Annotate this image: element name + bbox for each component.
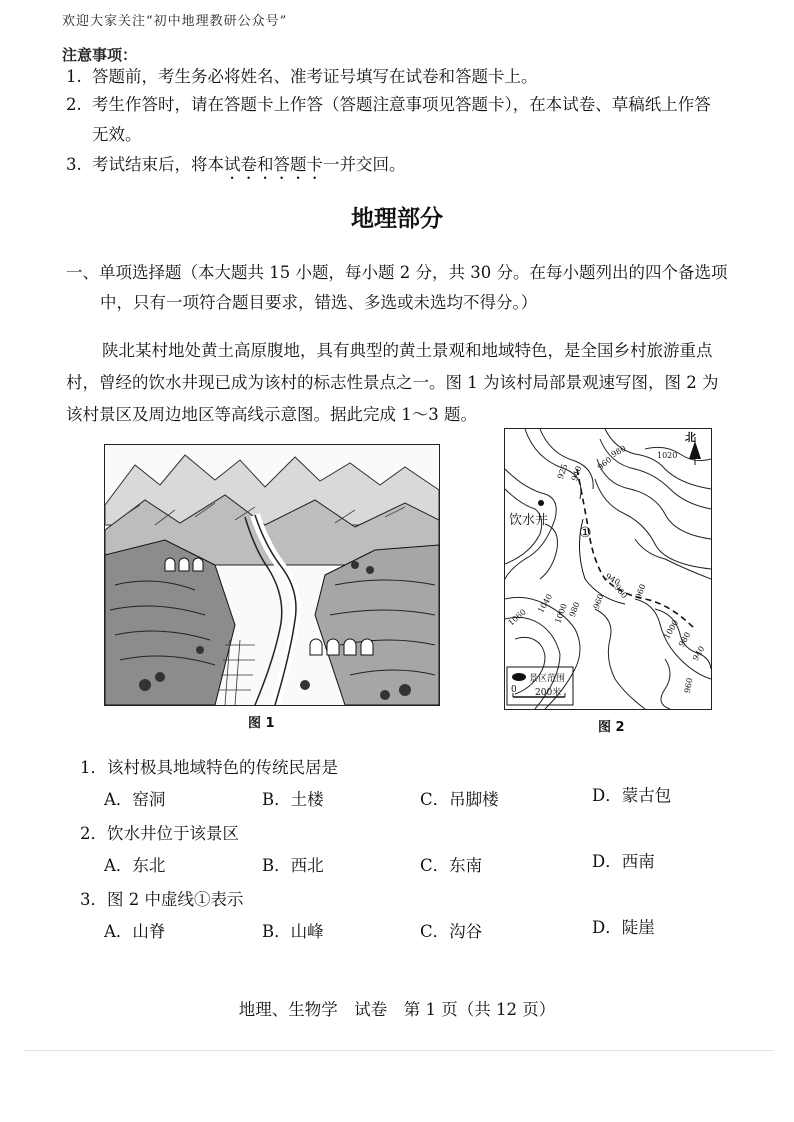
notice-item-1 <box>66 64 538 90</box>
question-3-option-d: D．陡崖 <box>592 918 655 937</box>
question-1-option-d: D．蒙古包 <box>592 786 672 805</box>
notice-item-2 <box>66 92 711 118</box>
page-footer: 地理、生物学 试卷 第 1 页（共 12 页） <box>238 1000 556 1019</box>
notice-title: 注意事项： <box>62 46 138 64</box>
part1-instructions-line1: 一、单项选择题（本大题共 15 小题，每小题 2 分，共 30 分。在每小题列出的四个备选项 <box>66 263 728 282</box>
question-2-option-c: C．东南 <box>420 856 483 875</box>
contour-label: 960 <box>633 582 648 601</box>
figure-1-caption: 图 1 <box>248 716 275 731</box>
figure-2-caption: 图 2 <box>598 720 625 735</box>
notice-item-text: 考生作答时，请在答题卡上作答（答题注意事项见答题卡），在本试卷、草稿纸上作答 <box>92 95 711 114</box>
passage-line3: 该村景区及周边地区等高线示意图。据此完成 1～3 题。 <box>66 405 477 424</box>
notice-item-number: 2. <box>66 95 82 114</box>
notice-item-text: 一并交回。 <box>323 155 406 174</box>
passage-line1: 陕北某村地处黄土高原腹地，具有典型的黄土景观和地域特色，是全国乡村旅游重点 <box>102 341 713 360</box>
question-3-option-a: A．山脊 <box>104 922 166 941</box>
scale-zero: 0 <box>511 685 517 695</box>
section-title: 地理部分 <box>351 206 443 232</box>
header-banner: 欢迎大家关注“初中地理教研公众号” <box>62 14 288 29</box>
figure-1-landscape-sketch <box>104 444 440 706</box>
notice-item-number: 1. <box>66 67 82 86</box>
contour-label: 1000 <box>553 602 569 625</box>
contour-label: 940 <box>603 571 622 588</box>
contour-label: 1060 <box>506 607 528 628</box>
legend-scenic-area: 景区范围 <box>529 674 566 684</box>
part1-instructions-line2: 中，只有一项符合题目要求，错选、多选或未选均不得分。） <box>100 293 538 312</box>
contour-label: 960 <box>682 677 695 694</box>
well-label: 饮水井 <box>509 513 549 528</box>
north-label: 北 <box>685 431 696 444</box>
question-1-option-a: A．窑洞 <box>104 790 166 809</box>
valley-marker: ① <box>579 525 592 541</box>
landscape-sketch-illustration <box>105 445 439 705</box>
notice-item-3 <box>66 152 406 183</box>
question-2-option-b: B．西北 <box>262 856 324 875</box>
contour-label: 960 <box>595 455 614 472</box>
contour-label: 1040 <box>536 592 555 615</box>
question-2-stem: 2．饮水井位于该景区 <box>80 824 239 843</box>
question-3-option-b: B．山峰 <box>262 922 324 941</box>
question-2-option-d: D．西南 <box>592 852 655 871</box>
question-1-stem: 1．该村极具地域特色的传统民居是 <box>80 758 338 777</box>
contour-label: 980 <box>567 600 582 619</box>
question-1-option-b: B．土楼 <box>262 790 324 809</box>
notice-item-number: 3. <box>66 155 82 174</box>
contour-label: 980 <box>609 443 628 460</box>
contour-label: 960 <box>612 582 629 601</box>
contour-label: 960 <box>591 592 606 611</box>
contour-map <box>505 429 711 709</box>
contour-label: 1020 <box>657 451 678 460</box>
question-2-option-a: A．东北 <box>104 856 166 875</box>
contour-label: 980 <box>676 630 693 649</box>
contour-label: 925 <box>555 462 570 481</box>
contour-label: 1000 <box>662 618 681 641</box>
notice-item-2-continued: 无效。 <box>92 125 142 144</box>
contour-label: 940 <box>690 644 707 663</box>
question-3-stem: 3．图 2 中虚线①表示 <box>80 890 244 909</box>
question-3-option-c: C．沟谷 <box>420 922 483 941</box>
figure-2-contour-map <box>504 428 712 710</box>
scale-length: 200米 <box>535 688 562 698</box>
question-1-option-c: C．吊脚楼 <box>420 790 499 809</box>
notice-item-text: 考试结束后，将本 <box>92 155 224 174</box>
passage-line2: 村，曾经的饮水井现已成为该村的标志性景点之一。图 1 为该村局部景观速写图，图 2 为 <box>66 373 719 392</box>
emphasized-text: 试卷和答题卡 <box>224 155 323 174</box>
contour-label: 940 <box>569 464 584 483</box>
page-divider <box>24 1050 774 1051</box>
notice-item-text: 答题前，考生务必将姓名、准考证号填写在试卷和答题卡上。 <box>92 67 538 86</box>
